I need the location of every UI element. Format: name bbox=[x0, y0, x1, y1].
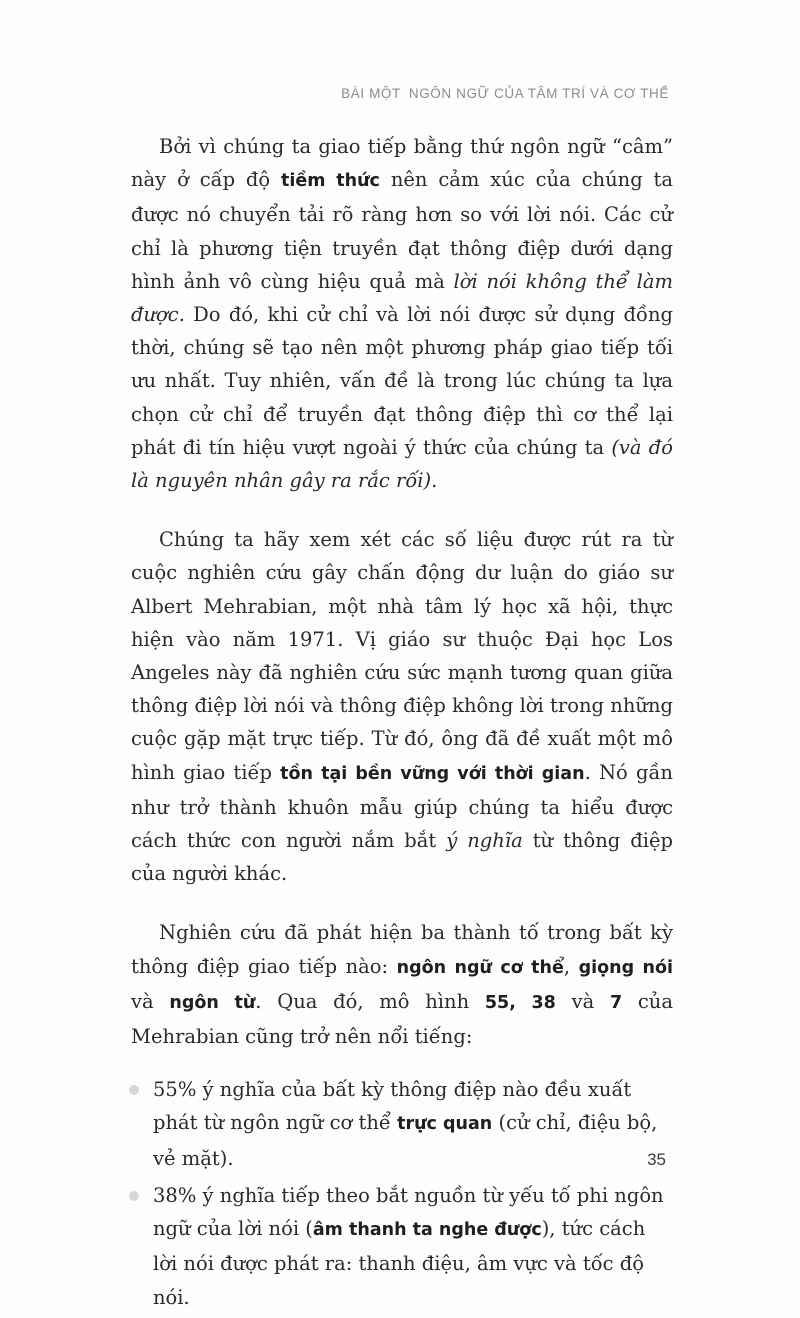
paragraph-2 bbox=[131, 523, 673, 890]
emphasis-bold: tiềm thức bbox=[281, 171, 380, 192]
emphasis-bold: giọng nói bbox=[578, 957, 673, 978]
emphasis-italic: ý nghĩa bbox=[446, 829, 523, 853]
emphasis-bold: âm thanh ta nghe được bbox=[312, 1220, 542, 1241]
bullet-dot-icon bbox=[129, 1191, 139, 1201]
text-run: . bbox=[431, 469, 438, 493]
text-run: ), tức cách lời nói được phát ra: thanh điệu, âm vực và tốc độ nói. bbox=[153, 1217, 646, 1309]
paragraph-1 bbox=[131, 130, 673, 497]
running-header bbox=[341, 86, 669, 101]
emphasis-bold: ngôn ngữ cơ thể bbox=[396, 957, 564, 978]
text-run: , bbox=[563, 954, 579, 978]
bullet-list bbox=[131, 1073, 673, 1313]
text-run: từ thông điệp của người khác. bbox=[131, 829, 673, 886]
body-text bbox=[131, 130, 673, 1318]
text-run: Bởi vì chúng ta giao tiếp bằng thứ ngôn ngữ “câm” này ở cấp độ bbox=[131, 135, 673, 192]
text-run: . Qua đó, mô hình bbox=[255, 989, 485, 1013]
text-run: và bbox=[131, 989, 170, 1013]
text-run: và bbox=[555, 989, 610, 1013]
list-item bbox=[131, 1073, 673, 1175]
emphasis-bold: 7 bbox=[609, 992, 623, 1013]
paragraph-3 bbox=[131, 916, 673, 1053]
emphasis-bold: 55, 38 bbox=[484, 992, 556, 1013]
text-run: 38% ý nghĩa tiếp theo bắt nguồn từ yếu tố phi ngôn ngữ của lời nói ( bbox=[153, 1183, 664, 1241]
text-run: của Mehrabian cũng trở nên nổi tiếng: bbox=[131, 989, 673, 1049]
emphasis-bold: trực quan bbox=[397, 1114, 493, 1135]
emphasis-italic: (và đó là nguyên nhân gây ra rắc rối) bbox=[131, 435, 673, 493]
text-run: Chúng ta hãy xem xét các số liệu được rút ra từ cuộc nghiên cứu gây chấn động dư luận do giáo sư Albert Mehrabian, một nhà tâm lý học xã hội, thực hiện vào năm 1971. Vị giáo sư thuộc Đại học Los Angeles này đã nghiên cứu sức mạnh tương quan giữa thông điệp lời nói và thông điệp không lời trong những cuộc gặp mặt trực tiếp. Từ đó, ông đã đề xuất một mô hình giao tiếp bbox=[131, 528, 673, 784]
chapter-label: BÀI MỘT bbox=[341, 86, 401, 101]
text-run: Nghiên cứu đã phát hiện ba thành tố trong bất kỳ thông điệp giao tiếp nào: bbox=[131, 921, 673, 978]
emphasis-italic: lời nói không thể làm được bbox=[131, 269, 673, 327]
text-run: . Nó gần như trở thành khuôn mẫu giúp chúng ta hiểu được cách thức con người nắm bắt bbox=[131, 760, 673, 853]
text-run: nên cảm xúc của chúng ta được nó chuyển tải rõ ràng hơn so với lời nói. Các cử chỉ là phương tiện truyền đạt thông điệp dưới dạng hình ảnh vô cùng hiệu quả mà bbox=[131, 168, 674, 293]
emphasis-bold: tồn tại bền vững với thời gian bbox=[280, 763, 585, 784]
text-run: . Do đó, khi cử chỉ và lời nói được sử dụng đồng thời, chúng sẽ tạo nên một phương pháp giao tiếp tối ưu nhất. Tuy nhiên, vấn đề là trong lúc chúng ta lựa chọn cử chỉ để truyền đạt thông điệp thì cơ thể lại phát đi tín hiệu vượt ngoài ý thức của chúng ta bbox=[131, 303, 673, 459]
text-run: 55% ý nghĩa của bất kỳ thông điệp nào đều xuất phát từ ngôn ngữ cơ thể bbox=[153, 1078, 632, 1135]
list-item bbox=[131, 1179, 673, 1314]
page-number: 35 bbox=[647, 1150, 666, 1169]
emphasis-bold: ngôn từ bbox=[169, 992, 256, 1013]
chapter-title: NGÔN NGỮ CỦA TÂM TRÍ VÀ CƠ THỂ bbox=[408, 86, 669, 101]
text-run: (cử chỉ, điệu bộ, vẻ mặt). bbox=[153, 1111, 658, 1170]
bullet-dot-icon bbox=[129, 1085, 139, 1095]
